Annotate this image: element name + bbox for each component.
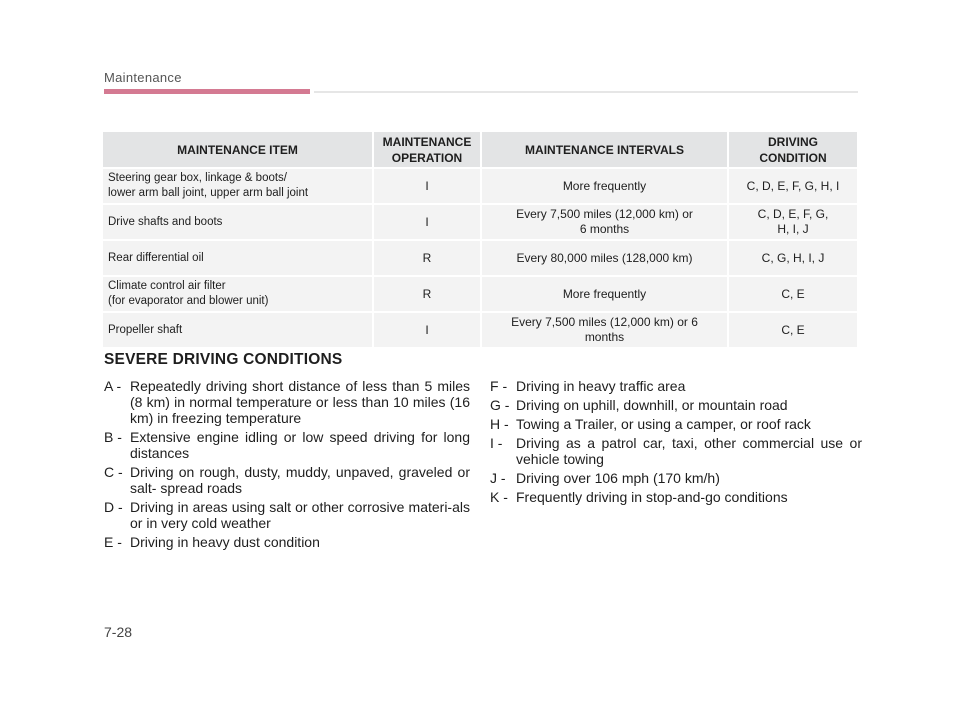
condition-item <box>490 397 862 413</box>
condition-key: G - <box>490 397 510 413</box>
header-maintenance-item: MAINTENANCE ITEM <box>103 132 373 168</box>
operation-cell: I <box>373 204 481 240</box>
condition-cell: C, D, E, F, G, H, I <box>728 168 857 204</box>
page-number: 7-28 <box>104 624 133 640</box>
condition-item <box>490 489 862 505</box>
item-cell: Drive shafts and boots <box>103 204 373 240</box>
interval-cell: Every 7,500 miles (12,000 km) or 6 months <box>481 204 728 240</box>
header-maintenance-operation: MAINTENANCE OPERATION <box>373 132 481 168</box>
condition-key: E - <box>104 534 122 550</box>
condition-cell: C, D, E, F, G, H, I, J <box>728 204 857 240</box>
table-row <box>103 240 857 276</box>
condition-key: K - <box>490 489 508 505</box>
item-cell: Climate control air filter (for evaporator and blower unit) <box>103 276 373 312</box>
condition-key: I - <box>490 435 503 451</box>
condition-key: A - <box>104 378 122 394</box>
condition-text: Driving on uphill, downhill, or mountain road <box>516 397 788 413</box>
operation-cell: I <box>373 168 481 204</box>
condition-text: Driving in heavy dust condition <box>130 534 320 550</box>
severe-conditions-heading: SEVERE DRIVING CONDITIONS <box>104 351 343 368</box>
condition-item <box>104 378 470 426</box>
condition-key: D - <box>104 499 123 515</box>
condition-text: Towing a Trailer, or using a camper, or roof rack <box>516 416 811 432</box>
table-row <box>103 312 857 347</box>
condition-key: C - <box>104 464 123 480</box>
condition-text: Repeatedly driving short distance of less than 5 miles (8 km) in normal temperature or less than 10 miles (16 km) in freezing temperature <box>130 378 470 426</box>
severe-conditions-list-right <box>490 378 862 508</box>
condition-text: Driving over 106 mph (170 km/h) <box>516 470 720 486</box>
section-title: Maintenance <box>104 70 182 85</box>
table-row <box>103 276 857 312</box>
condition-item <box>104 464 470 496</box>
item-cell: Propeller shaft <box>103 312 373 347</box>
interval-cell: More frequently <box>481 276 728 312</box>
header-divider <box>314 91 858 93</box>
header-maintenance-intervals: MAINTENANCE INTERVALS <box>481 132 728 168</box>
condition-item <box>490 435 862 467</box>
table-header-row <box>103 132 857 168</box>
condition-cell: C, E <box>728 276 857 312</box>
condition-cell: C, E <box>728 312 857 347</box>
condition-item <box>104 534 470 550</box>
condition-text: Driving as a patrol car, taxi, other commercial use or vehicle towing <box>516 435 862 467</box>
interval-cell: Every 80,000 miles (128,000 km) <box>481 240 728 276</box>
maintenance-table <box>103 132 857 347</box>
severe-conditions-list-left <box>104 378 470 553</box>
operation-cell: R <box>373 240 481 276</box>
operation-cell: I <box>373 312 481 347</box>
condition-text: Driving in areas using salt or other corrosive materi-als or in very cold weather <box>130 499 470 531</box>
table-row <box>103 204 857 240</box>
condition-item <box>490 378 862 394</box>
condition-item <box>104 499 470 531</box>
condition-text: Driving on rough, dusty, muddy, unpaved, graveled or salt- spread roads <box>130 464 470 496</box>
item-cell: Steering gear box, linkage & boots/ lower arm ball joint, upper arm ball joint <box>103 168 373 204</box>
condition-key: F - <box>490 378 508 394</box>
condition-item <box>104 429 470 461</box>
item-cell: Rear differential oil <box>103 240 373 276</box>
interval-cell: More frequently <box>481 168 728 204</box>
operation-cell: R <box>373 276 481 312</box>
interval-cell: Every 7,500 miles (12,000 km) or 6 months <box>481 312 728 347</box>
condition-text: Frequently driving in stop-and-go conditions <box>516 489 788 505</box>
condition-cell: C, G, H, I, J <box>728 240 857 276</box>
header-driving-condition: DRIVING CONDITION <box>728 132 857 168</box>
condition-key: J - <box>490 470 506 486</box>
condition-item <box>490 416 862 432</box>
condition-key: B - <box>104 429 122 445</box>
condition-text: Driving in heavy traffic area <box>516 378 686 394</box>
table-row <box>103 168 857 204</box>
condition-text: Extensive engine idling or low speed driving for long distances <box>130 429 470 461</box>
condition-item <box>490 470 862 486</box>
condition-key: H - <box>490 416 509 432</box>
accent-rule <box>104 89 310 94</box>
